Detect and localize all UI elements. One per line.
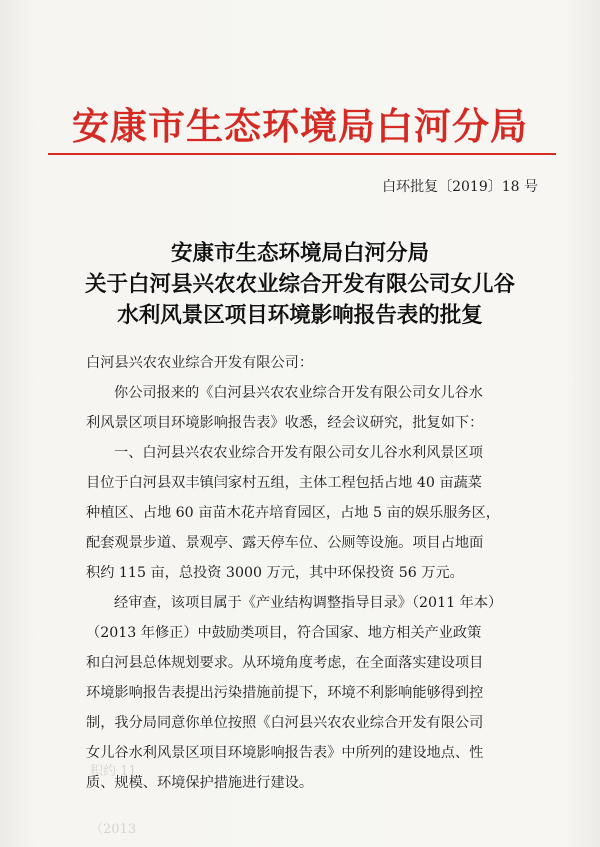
body-line: （2013 年修正）中鼓励类项目，符合国家、地方相关产业政策 xyxy=(86,625,482,641)
letterhead-title: 安康市生态环境局白河分局 xyxy=(72,105,528,148)
body-line: 和白河县总体规划要求。从环境角度考虑，在全面落实建设项目 xyxy=(86,655,484,671)
body-line: 你公司报来的《白河县兴农农业综合开发有限公司女儿谷水 xyxy=(114,385,483,401)
body-line: 种植区、占地 60 亩苗木花卉培育园区，占地 5 亩的娱乐服务区， xyxy=(86,505,500,521)
title-line-2: 关于白河县兴农农业综合开发有限公司女儿谷 xyxy=(84,272,515,297)
document-title xyxy=(40,238,560,331)
body-line: 女儿谷水利风景区项目环境影响报告表》中所列的建设地点、性 xyxy=(86,745,484,761)
bleed-through-text: （2013 xyxy=(90,822,137,837)
body-line: 质、规模、环境保护措施进行建设。 xyxy=(86,775,314,791)
body-line: 配套观景步道、景观亭、露天停车位、公厕等设施。项目占地面 xyxy=(86,535,484,551)
document-number: 白环批复〔2019〕18 号 xyxy=(382,179,538,195)
letterhead-divider xyxy=(48,153,556,155)
body-line: 一、白河县兴农农业综合开发有限公司女儿谷水利风景区项 xyxy=(114,445,483,461)
body-line: 积约 115 亩，总投资 3000 万元，其中环保投资 56 万元。 xyxy=(86,565,464,581)
title-line-3: 水利风景区项目环境影响报告表的批复 xyxy=(117,303,483,328)
addressee: 白河县兴农农业综合开发有限公司： xyxy=(86,355,314,371)
body-line: 制，我分局同意你单位按照《白河县兴农农业综合开发有限公司 xyxy=(86,715,484,731)
body-line: 环境影响报告表提出污染措施前提下，环境不利影响能够得到控 xyxy=(86,685,484,701)
title-line-1: 安康市生态环境局白河分局 xyxy=(170,241,429,266)
body-line: 利风景区项目环境影响报告表》收悉，经会议研究，批复如下： xyxy=(86,415,484,431)
bleed-through-text: 积约 11 xyxy=(90,764,137,779)
body-line: 经审查，该项目属于《产业结构调整指导目录》（2011 年本） xyxy=(114,595,503,611)
document-body xyxy=(86,348,530,798)
body-line: 目位于白河县双丰镇闫家村五组，主体工程包括占地 40 亩蔬菜 xyxy=(86,475,482,491)
